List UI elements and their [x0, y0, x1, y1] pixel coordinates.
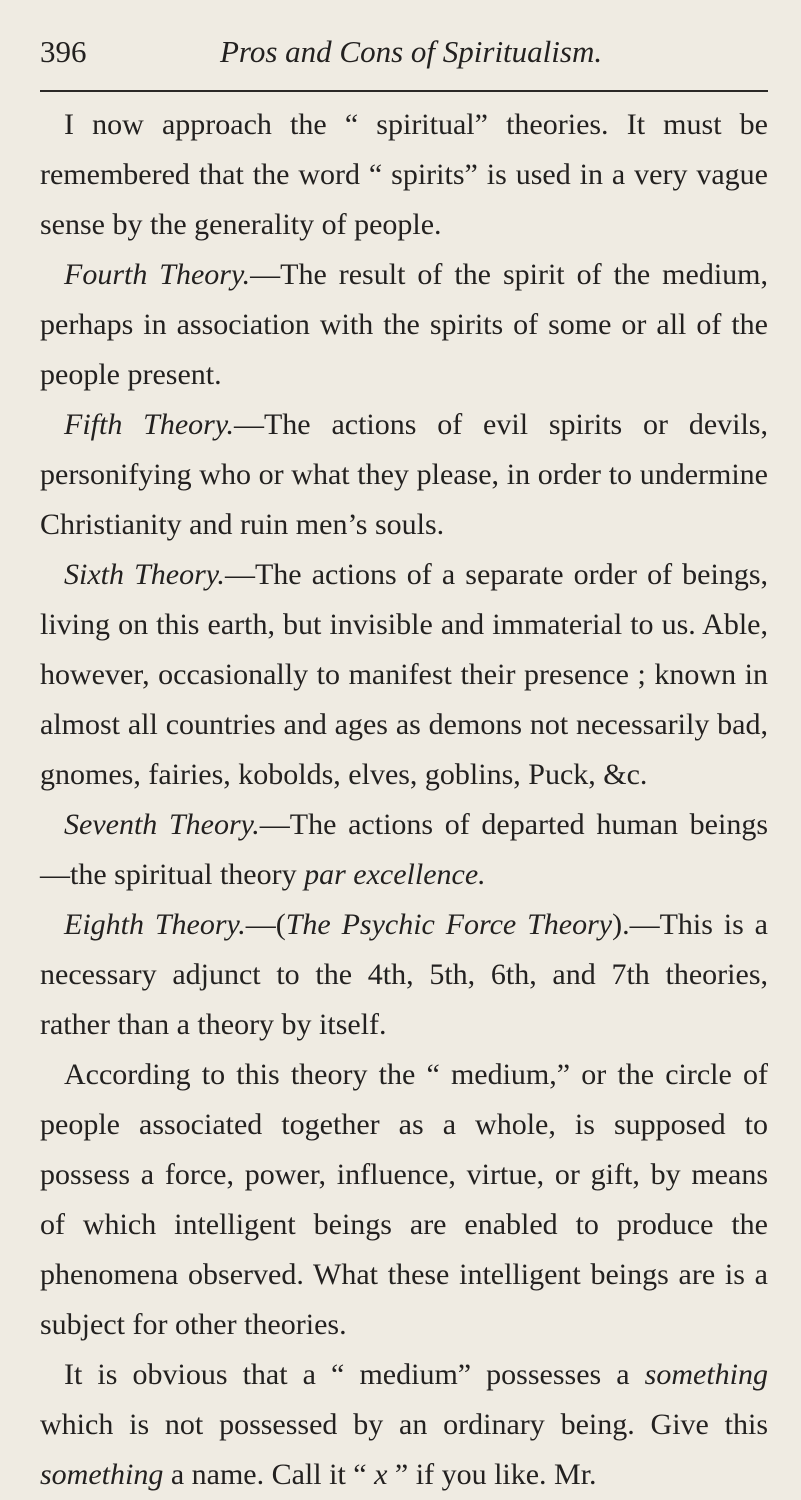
- paragraph-fourth-theory: [40, 250, 768, 400]
- paragraph-text: —The actions of departed human beings—the spiritual theory: [40, 808, 768, 891]
- paragraph-fifth-theory: [40, 400, 768, 550]
- paragraph-intro: [40, 100, 768, 250]
- emphasis-text: something: [644, 1358, 768, 1391]
- paragraph-text: It is obvious that a “ medium” possesses a: [64, 1358, 645, 1391]
- paragraph-text: —(: [245, 908, 286, 941]
- paragraph-text: ).—This is a necessary adjunct to the 4th, 5th, 6th, and 7th theories, rather than a theory by itself.: [40, 908, 768, 1041]
- header-rule: [40, 90, 768, 92]
- emphasis-text: x: [374, 1458, 388, 1491]
- theory-heading: Sixth Theory.: [64, 558, 225, 591]
- paragraph-sixth-theory: [40, 550, 768, 800]
- paragraph-according: [40, 1050, 768, 1350]
- running-title: Pros and Cons of Spiritualism.: [220, 34, 603, 69]
- paragraph-seventh-theory: [40, 800, 768, 900]
- paragraph-text: —The actions of a separate order of beings, living on this earth, but invisible and immaterial to us. Able, however, occasionally to manifest their presence ; known in almost all countries and ages as demons not necessarily bad, gnomes, fairies, kobolds, elves, goblins, Puck, &c.: [40, 558, 768, 791]
- emphasis-text: something: [40, 1458, 164, 1491]
- paragraph-text: —The actions of evil spirits or devils, personifying who or what they please, in order to undermine Christianity and ruin men’s souls.: [40, 408, 768, 541]
- theory-heading: Eighth Theory.: [64, 908, 246, 941]
- page-number: 396: [40, 34, 87, 69]
- emphasis-text: par excellence.: [304, 858, 486, 891]
- paragraph-eighth-theory: [40, 900, 768, 1050]
- paragraph-text: I now approach the “ spiritual” theories. It must be remembered that the word “ spirits” is used in a very vague sense by the generality of people.: [40, 108, 768, 241]
- theory-heading: Fifth Theory.: [64, 408, 234, 441]
- paragraph-text: According to this theory the “ medium,” or the circle of people associated together as a whole, is supposed to possess a force, power, influence, virtue, or gift, by means of which intelligent beings are enabled to produce the phenomena observed. What these intelligent beings are is a subject for other theories.: [40, 1058, 768, 1341]
- paragraph-text: ” if you like. Mr.: [387, 1458, 597, 1491]
- paragraph-text: which is not possessed by an ordinary being. Give this: [40, 1408, 768, 1441]
- emphasis-text: The Psychic Force Theory: [285, 908, 613, 941]
- running-head: [40, 22, 768, 82]
- theory-heading: Fourth Theory.: [64, 258, 251, 291]
- body-text: [40, 100, 768, 1500]
- paragraph-text: a name. Call it “: [163, 1458, 375, 1491]
- paragraph-text: —The result of the spirit of the medium, perhaps in association with the spirits of some or all of the people present.: [40, 258, 768, 391]
- paragraph-obvious: [40, 1350, 768, 1500]
- theory-heading: Seventh Theory.: [64, 808, 260, 841]
